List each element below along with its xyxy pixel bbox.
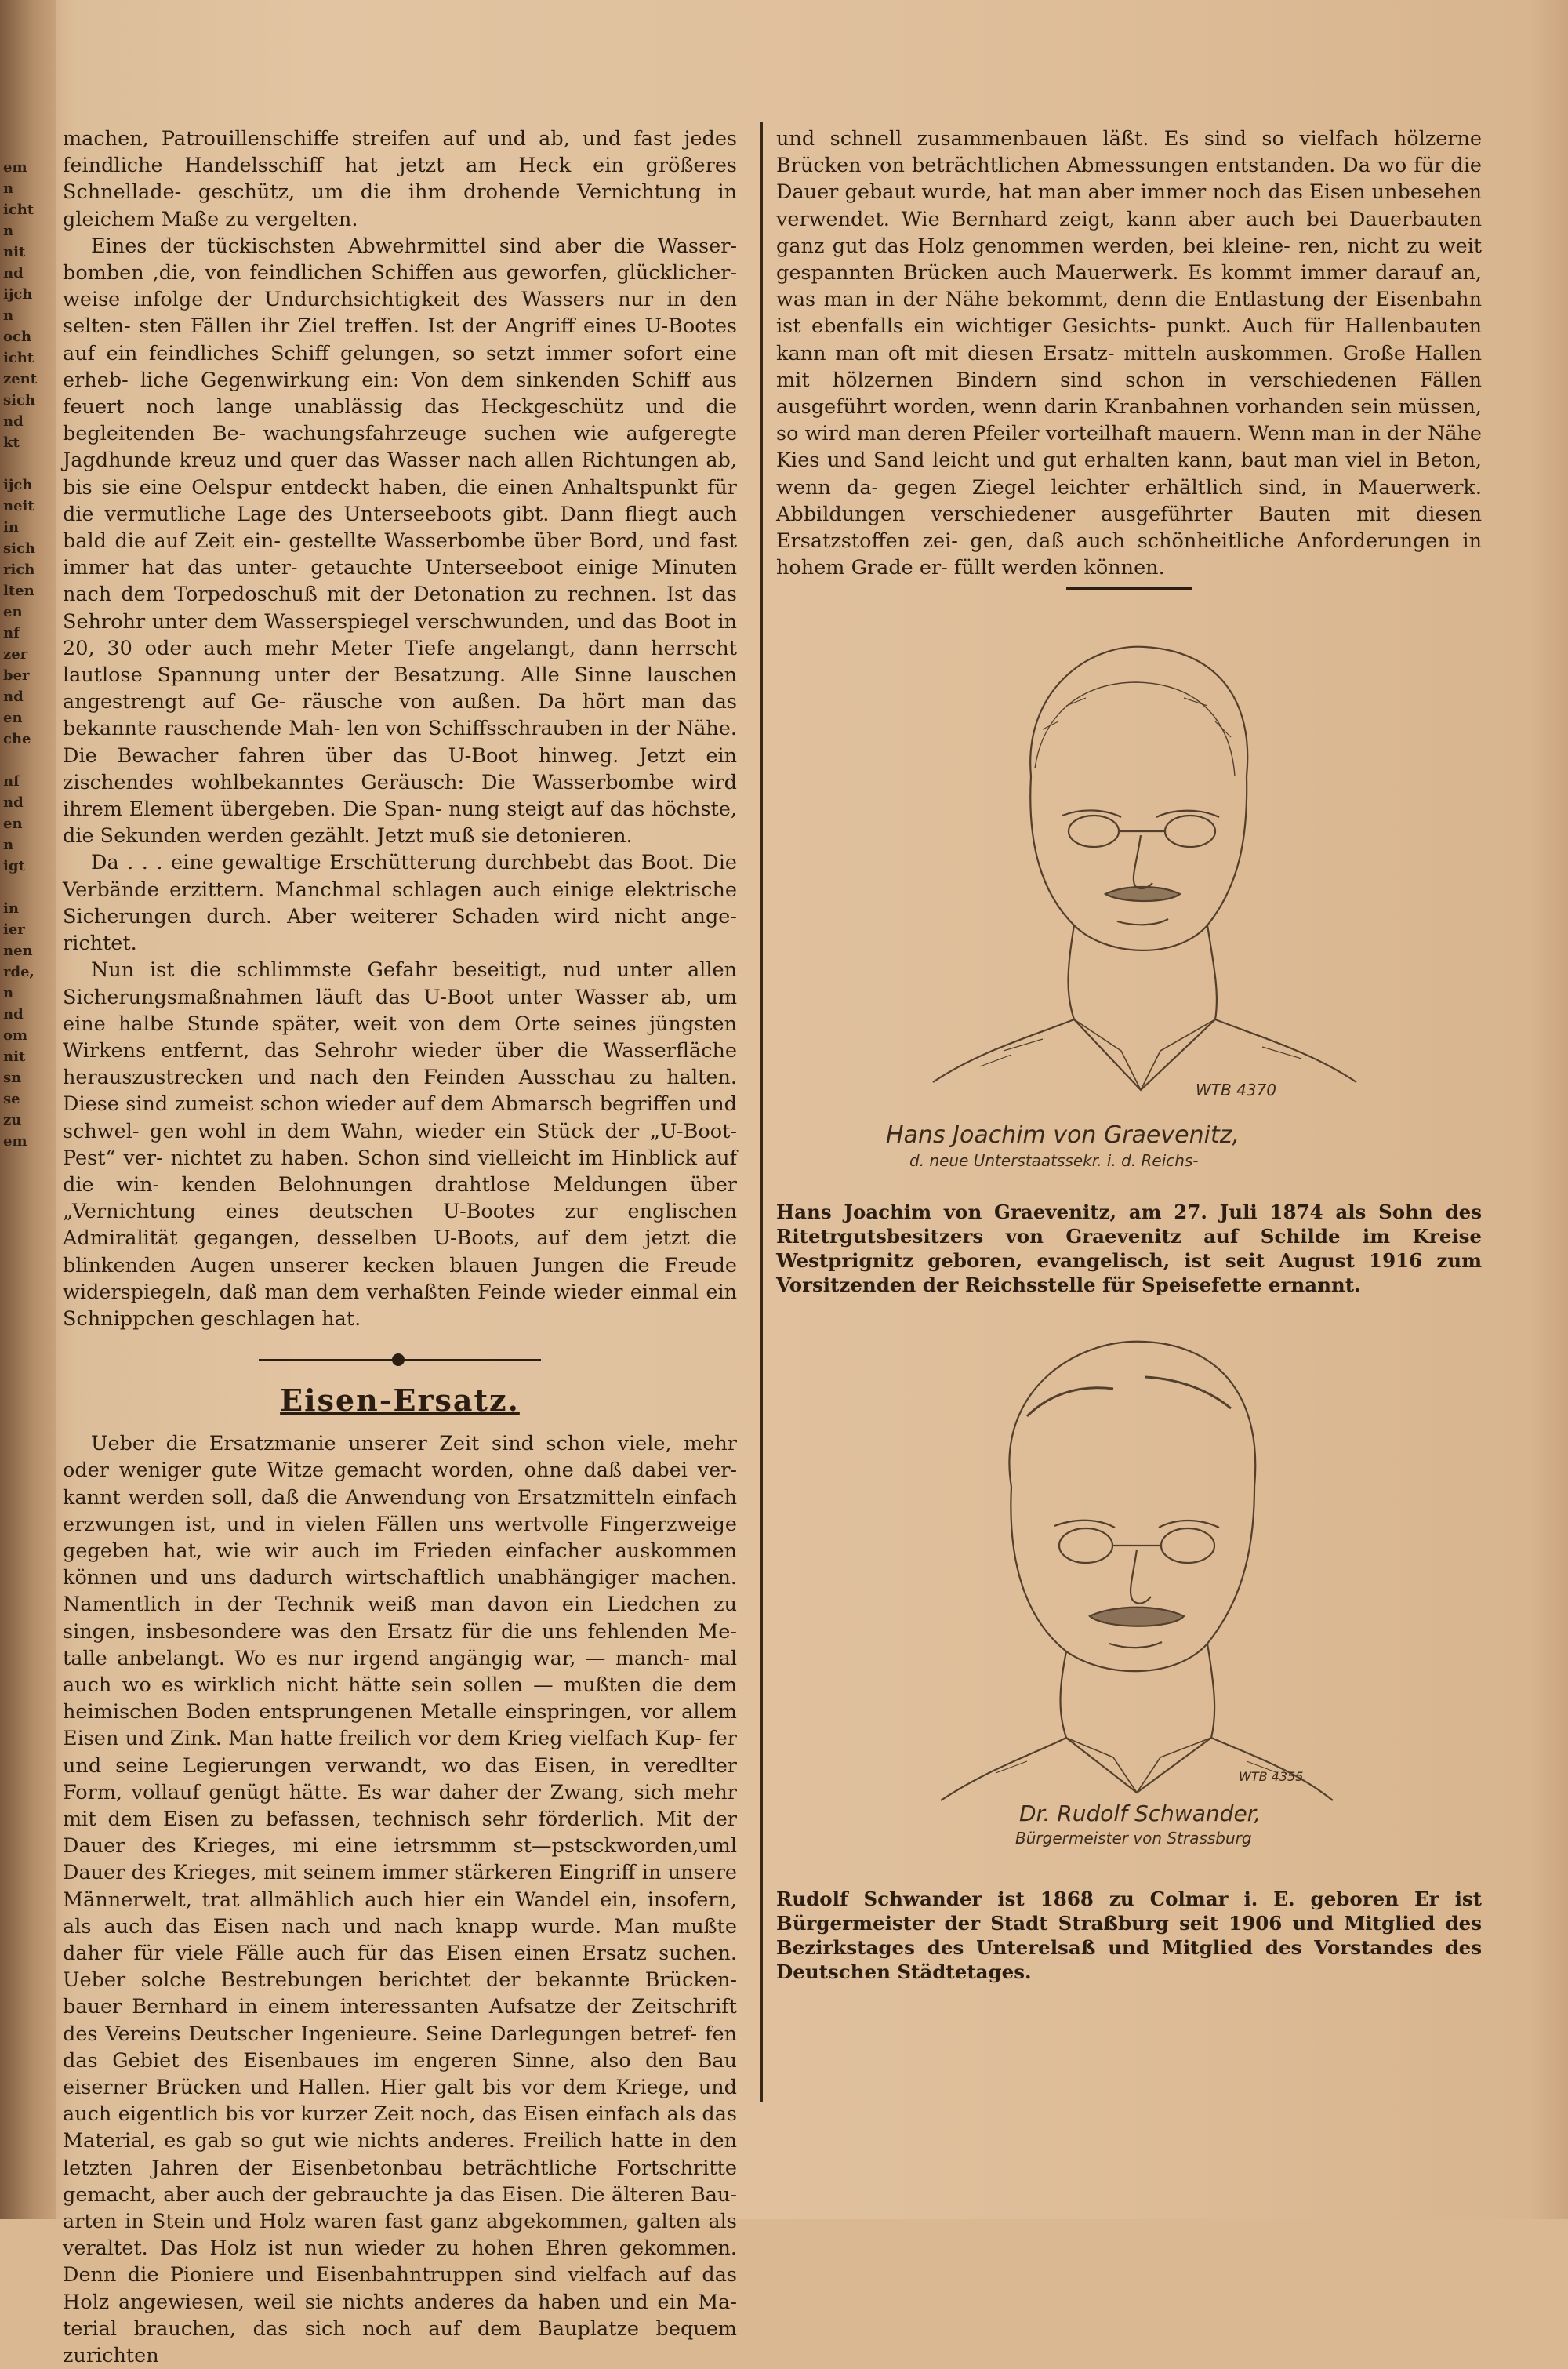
section-end-rule <box>1066 587 1192 590</box>
portrait-caption: Hans Joachim von Graevenitz, am 27. Juli 1874 als Sohn des Ritetrgutsbesitzers von Graevenitz auf Schilde im Kreise Westprignitz geboren, evangelisch, ist seit August 1916 zum Vorsitzenden der Reichsstelle für Speisefette ernannt. <box>776 1201 1482 1297</box>
portrait-signature: Dr. Rudolf Schwander, <box>1019 1800 1261 1827</box>
portrait-code: WTB 4355 <box>1239 1769 1304 1785</box>
article-paragraph: und schnell zusammenbauen läßt. Es sind so vielfach hölzerne Brücken von beträchtlichen Abmessungen entstanden. Da wo für die Dauer gebaut wurde, hat man aber immer noch das Eisen unbesehen verwendet. Wie Bernhard zeigt, kann aber auch bei Dauerbauten ganz gut das Holz genommen werden, bei kleine- ren, nicht zu weit gespannten Brücken auch Mauerwerk. Es kommt immer darauf an, was man in der Nähe bekommt, denn die Entlastung der Eisenbahn ist ebenfalls ein wichtiger Gesichts- punkt. Auch für Hallenbauten kann man oft mit diesen Ersatz- mitteln auskommen. Große Hallen mit hölzernen Bindern sind schon in verschiedenen Fällen ausgeführt worden, wenn darin Kranbahnen vorhanden sein müssen, so wird man deren Pfeiler vorteilhaft mauern. Wenn man in der Nähe Kies und Sand leicht und gut erhalten kann, baut man viel in Beton, wenn da- gegen Ziegel leichter erhältlich sind, in Mauerwerk. Abbildungen verschiedener ausgeführter Bauten mit diesen Ersatzstoffen zei- gen, daß auch schönheitliche Anforderungen in hohem Grade er- füllt werden können. <box>776 127 1482 580</box>
portrait-sublabel: Bürgermeister von Strassburg <box>1015 1829 1252 1848</box>
left-column <box>63 125 737 2369</box>
portrait-signature: Hans Joachim von Graevenitz, <box>886 1121 1240 1150</box>
portrait-graevenitz <box>886 612 1372 1121</box>
portrait-code: WTB 4370 <box>1196 1081 1276 1100</box>
portrait-sketch-2 <box>909 1322 1348 1827</box>
divider-ornament <box>392 1353 405 1366</box>
portrait-sublabel: d. neue Unterstaatssekr. i. d. Reichs- <box>909 1151 1199 1171</box>
previous-page-gutter <box>0 0 56 2219</box>
portrait-schwander <box>909 1322 1348 1827</box>
article-paragraph: Eines der tückischsten Abwehrmittel sind aber die Wasser- bomben ,die, von feindlichen Schiffen aus geworfen, glücklicher- weise infolge der Undurchsichtigkeit des Wassers nur in den selten- sten Fällen ihr Ziel treffen. Ist der Angriff eines U-Bootes auf ein feindliches Schiff gelungen, so setzt immer sofort eine erheb- liche Gegenwirkung ein: Von dem sinkenden Schiff aus feuert noch lange unablässig das Heckgeschütz und die begleitenden Be- wachungsfahrzeuge suchen wie aufgeregte Jagdhunde kreuz und quer das Wasser nach allen Richtungen ab, bis sie eine Oelspur entdeckt haben, die einen Anhaltspunkt für die vermutliche Lage des Unterseeboots gibt. Dann fliegt auch bald die auf Zeit ein- gestellte Wasserbombe über Bord, und fast immer hat das unter- getauchte Unterseeboot einige Minuten nach dem Torpedoschuß mit der Detonation zu rechnen. Ist das Sehrohr unter dem Wasserspiegel verschwunden, und das Boot in 20, 30 oder auch mehr Meter Tiefe angelangt, dann herrscht lautlose Spannung unter der Besatzung. Alle Sinne lauschen angestrengt auf Ge- räusche von außen. Da hört man das bekannte rauschende Mah- len von Schiffsschrauben in der Nähe. Die Bewacher fahren über das U-Boot hinweg. Jetzt ein zischendes wohlbekanntes Geräusch: Die Wasserbombe wird ihrem Element übergeben. Die Span- nung steigt auf das höchste, die Sekunden werden gezählt. Jetzt muß sie detonieren. <box>63 234 737 848</box>
gutter-text-fragments: em n icht n nit nd ijch n och icht zent sich nd kt ijch neit in sich rich lten en nf zer ber nd en che nf nd en n igt in ier nen rde, n nd om nit sn se zu em <box>3 159 38 1150</box>
portrait-1-signature-block <box>776 1121 1482 1176</box>
article-paragraph: Nun ist die schlimmste Gefahr beseitigt, nud unter allen Sicherungsmaßnahmen läuft das U-Boot unter Wasser ab, um eine halbe Stunde später, weit von dem Orte seines jüngsten Wirkens entfernt, das Sehrohr wieder über die Wasserfläche herauszustrecken und nach den Feinden Ausschau zu halten. Diese sind zumeist schon wieder auf dem Abmarsch begriffen und schwel- gen wohl in dem Wahn, wieder ein Stück der „U-Boot-Pest“ ver- nichtet zu haben. Schon sind vielleicht im Hinblick auf die win- kenden Belohnungen drahtlose Meldungen über „Vernichtung eines deutschen U-Bootes zur englischen Admiralität gegangen, desselben U-Boots, auf dem jetzt die blinkenden Augen unserer kecken blauen Jungen die Freude widerspiegeln, daß man dem verhaßten Feinde wieder einmal ein Schnippchen geschlagen hat. <box>63 958 737 1331</box>
section-divider <box>63 1343 737 1375</box>
article-paragraph: Da . . . eine gewaltige Erschütterung durchbebt das Boot. Die Verbände erzittern. Manchmal schlagen auch einige elektrische Sicherungen durch. Aber weiterer Schaden wird nicht ange- richtet. <box>63 851 737 956</box>
article-paragraph: Ueber die Ersatzmanie unserer Zeit sind schon viele, mehr oder weniger gute Witze gemacht worden, ohne daß dabei ver- kannt werden soll, daß die Anwendung von Ersatzmitteln einfach erzwungen ist, und in vielen Fällen uns wertvolle Fingerzweige gegeben hat, wie wir auch im Frieden einfacher auskommen können und uns dadurch wirtschaftlich unabhängiger machen. Namentlich in der Technik weiß man davon ein Liedchen zu singen, insbesondere was den Ersatz für die uns fehlenden Me- talle anbelangt. Wo es nur irgend angängig war, — manch- mal auch wo es wirklich nicht hätte sein sollen — mußten die dem heimischen Boden entsprungenen Metalle einspringen, vor allem Eisen und Zink. Man hatte freilich vor dem Krieg vielfach Kup- fer und seine Legierungen verwandt, wo das Eisen, in veredlter Form, vollauf genügt hätte. Es war daher der Zwang, sich mehr mit dem Eisen zu befassen, technisch sehr förderlich. Mit der Dauer des Krieges, mi eine ietrsmmm st—pstsckworden,uml Dauer des Krieges, mit seinem immer stärkeren Eingriff in unsere Männerwelt, trat allmählich auch hier ein Wandel ein, insofern, als auch das Eisen nach und nach knapp wurde. Man mußte daher für viele Fälle auch für das Eisen einen Ersatz suchen. Ueber solche Bestrebungen berichtet der bekannte Brücken- bauer Bernhard in einem interessanten Aufsatze der Zeitschrift des Vereins Deutscher Ingenieure. Seine Darlegungen betref- fen das Gebiet des Eisenbaues im engeren Sinne, also den Bau eiserner Brücken und Hallen. Hier galt bis vor dem Kriege, und auch eigentlich bis vor kurzer Zeit noch, das Eisen einfach als das Material, es gab so gut wie nichts anderes. Freilich hatte in den letzten Jahren der Eisenbetonbau beträchtliche Fortschritte gemacht, aber auch der gebrauchte ja das Eisen. Die älteren Bau- arten in Stein und Holz waren fast ganz abgekommen, galten als veraltet. Das Holz ist nun wieder zu hohen Ehren gekommen. Denn die Pioniere und Eisenbahntruppen sind vielfach auf das Holz angewiesen, weil sie nichts anderes da haben und ein Ma- terial brauchen, das sich noch auf dem Bauplatze bequem zurichten <box>63 1432 737 2368</box>
article-paragraph: machen, Patrouillenschiffe streifen auf und ab, und fast jedes feindliche Handelsschiff hat jetzt am Heck ein größeres Schnellade- geschütz, um die ihm drohende Vernichtung in gleichem Maße zu vergelten. <box>63 127 737 231</box>
right-column <box>776 125 1482 1984</box>
portrait-caption: Rudolf Schwander ist 1868 zu Colmar i. E. geboren Er ist Bürgermeister der Stadt Straßburg seit 1906 und Mitglied des Bezirkstages des Unterelsaß und Mitglied des Vorstandes des Deutschen Städtetages. <box>776 1888 1482 1984</box>
portrait-sketch-1 <box>886 612 1372 1121</box>
article-heading: Eisen-Ersatz. <box>280 1383 520 1419</box>
column-rule <box>760 122 763 2102</box>
portrait-2-signature-block <box>776 1800 1482 1876</box>
